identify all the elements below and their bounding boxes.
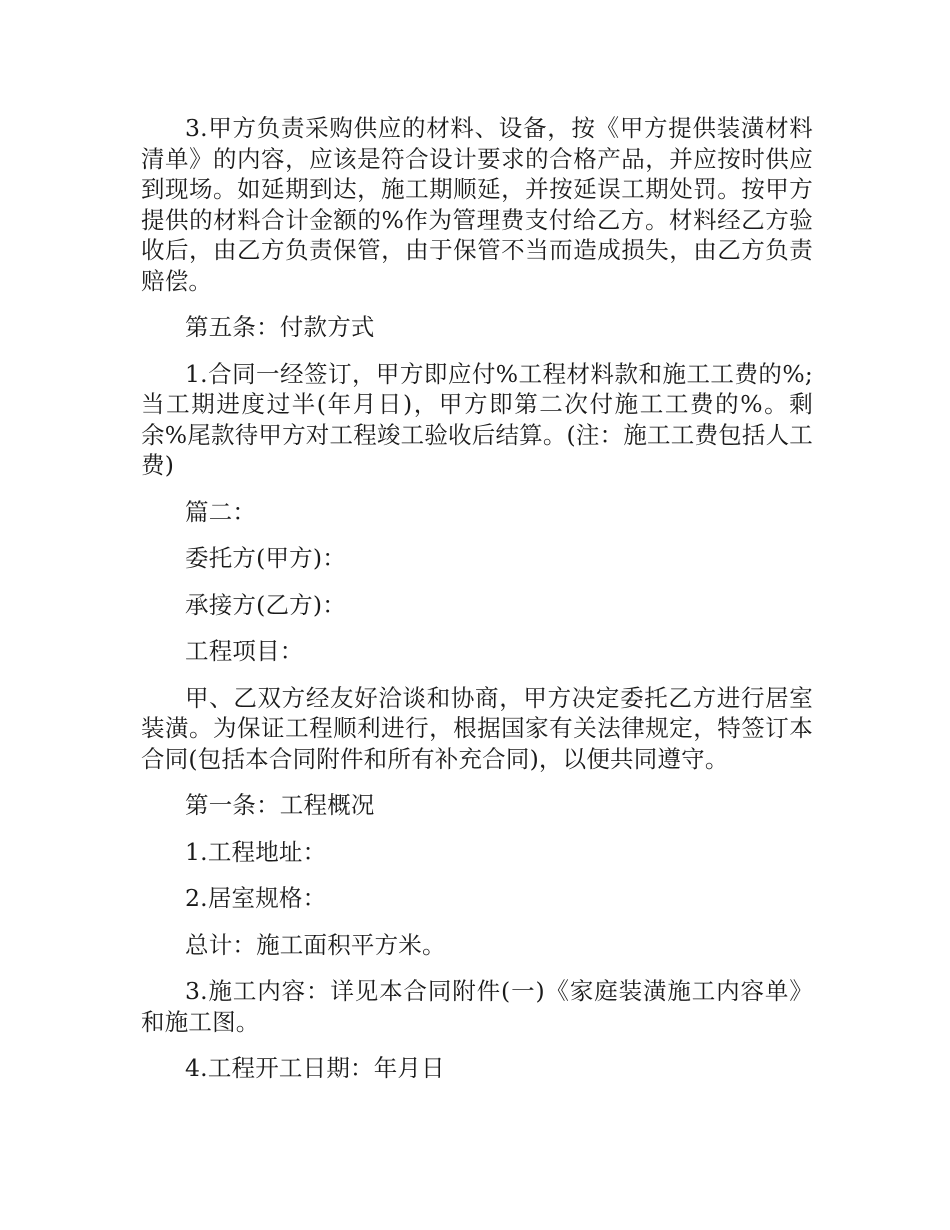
paragraph-material-supply: 3.甲方负责采购供应的材料、设备，按《甲方提供装潢材料清单》的内容，应该是符合设计要求的合格产品，并应按时供应到现场。如延期到达，施工期顺延，并按延误工期处罚。按甲方提供的材料合计金额的%作为管理费支付给乙方。材料经乙方验收后，由乙方负责保管，由于保管不当而造成损失，由乙方负责赔偿。	[141, 114, 813, 295]
field-project-name: 工程项目：	[185, 637, 304, 665]
field-construction-content: 3.施工内容：详见本合同附件(一)《家庭装潢施工内容单》和施工图。	[141, 977, 813, 1036]
field-project-address: 1.工程地址：	[185, 837, 327, 866]
heading-article-one-overview: 第一条：工程概况	[185, 791, 375, 819]
paragraph-agreement-preamble: 甲、乙双方经友好洽谈和协商，甲方决定委托乙方进行居室装潢。为保证工程顺利进行，根据国家有关法律规定，特签订本合同(包括本合同附件和所有补充合同)，以便共同遵守。	[141, 683, 813, 773]
paragraph-payment-terms: 1.合同一经签订，甲方即应付%工程材料款和施工工费的%;当工期进度过半(年月日)，甲方即第二次付施工工费的%。剩余%尾款待甲方对工程竣工验收后结算。(注：施工工费包括人工费)	[141, 359, 814, 479]
field-total-area: 总计：施工面积平方米。	[185, 930, 446, 959]
heading-part-two: 篇二：	[185, 497, 257, 526]
field-contractor-party-b: 承接方(乙方)：	[185, 590, 346, 619]
document-body	[141, 113, 813, 1100]
field-client-party-a: 委托方(甲方)：	[185, 544, 346, 572]
field-room-specs: 2.居室规格：	[185, 884, 327, 912]
field-start-date: 4.工程开工日期：年月日	[185, 1054, 445, 1082]
heading-article-five-payment: 第五条：付款方式	[185, 313, 375, 341]
